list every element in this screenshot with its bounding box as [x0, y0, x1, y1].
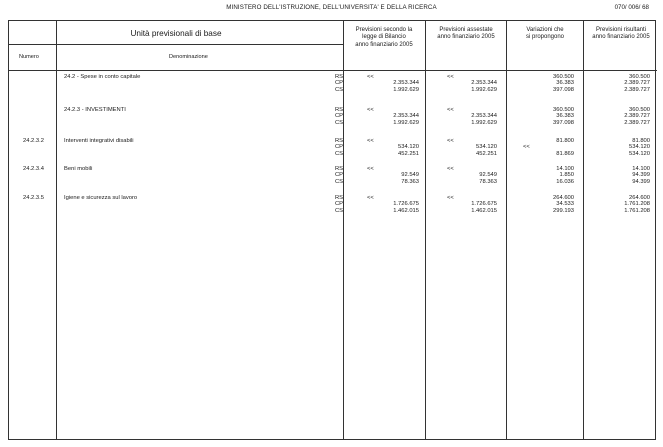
- row-denominazione: Igiene e sicurezza sul lavoro: [64, 195, 138, 201]
- row-risultanti: 81.800 534.120 534.120: [629, 138, 650, 157]
- rule-col1: [425, 21, 426, 439]
- row-assestate: << 2.353.344 1.992.629: [447, 107, 497, 126]
- col-header-numero: Numero: [19, 54, 39, 60]
- col-header-assestate: Previsioni assestate anno finanziario 2005: [437, 27, 495, 41]
- table-title: Unità previsionali di base: [130, 29, 222, 38]
- row-assestate: << 1.726.675 1.462.015: [447, 195, 497, 214]
- row-codes: RS CP CS: [335, 138, 344, 157]
- row-assestate: << 92.549 78.363: [447, 166, 497, 185]
- row-numero: 24.2.3.4: [23, 166, 44, 172]
- row-codes: RS CP CS: [335, 74, 344, 93]
- page-reference: 070/ 006/ 68: [614, 4, 649, 11]
- budget-table: [8, 20, 656, 440]
- row-variazioni: 264.600 34.533 299.193: [553, 195, 574, 214]
- row-denominazione: 24.2.3 - INVESTIMENTI: [64, 107, 126, 113]
- col-header-risultanti: Previsioni risultanti anno finanziario 2005: [592, 27, 650, 41]
- rule-numero: [56, 21, 57, 439]
- row-codes: RS CP CS: [335, 166, 344, 185]
- row-denominazione: Beni mobili: [64, 166, 93, 172]
- row-risultanti: 360.500 2.389.727 2.389.727: [624, 107, 650, 126]
- row-variazioni: 81.800 << 81.869: [523, 138, 574, 157]
- col-header-variazioni: Variazioni che si propongono: [525, 27, 565, 41]
- row-risultanti: 14.100 94.399 94.399: [632, 166, 650, 185]
- row-denominazione: 24.2 - Spese in conto capitale: [64, 74, 141, 80]
- row-legge-bilancio: << 1.726.675 1.462.015: [367, 195, 419, 214]
- col-header-denominazione: Denominazione: [169, 54, 208, 60]
- col-header-legge-bilancio: Previsioni secondo la legge di Bilancio anno finanziario 2005: [355, 27, 413, 48]
- row-assestate: << 534.120 452.251: [447, 138, 497, 157]
- row-variazioni: 14.100 1.850 16.036: [556, 166, 574, 185]
- row-denominazione: Interventi integrativi disabili: [64, 138, 134, 144]
- row-numero: 24.2.3.2: [23, 138, 44, 144]
- row-variazioni: 360.500 36.383 397.098: [553, 107, 574, 126]
- row-numero: 24.2.3.5: [23, 195, 44, 201]
- rule-header-under: [9, 70, 657, 71]
- row-risultanti: 360.500 2.389.727 2.389.727: [624, 74, 650, 93]
- rule-title-under: [9, 44, 343, 45]
- page-header: [0, 4, 663, 16]
- row-variazioni: 360.500 36.383 397.098: [553, 74, 574, 93]
- row-assestate: << 2.353.344 1.992.629: [447, 74, 497, 93]
- row-legge-bilancio: << 92.549 78.363: [367, 166, 419, 185]
- row-legge-bilancio: << 534.120 452.251: [367, 138, 419, 157]
- row-risultanti: 264.600 1.761.208 1.761.208: [624, 195, 650, 214]
- row-codes: RS CP CS: [335, 195, 344, 214]
- row-codes: RS CP CS: [335, 107, 344, 126]
- ministry-title: MINISTERO DELL'ISTRUZIONE, DELL'UNIVERSITA' E DELLA RICERCA: [226, 4, 437, 11]
- row-legge-bilancio: << 2.353.344 1.992.629: [367, 107, 419, 126]
- row-legge-bilancio: << 2.353.344 1.992.629: [367, 74, 419, 93]
